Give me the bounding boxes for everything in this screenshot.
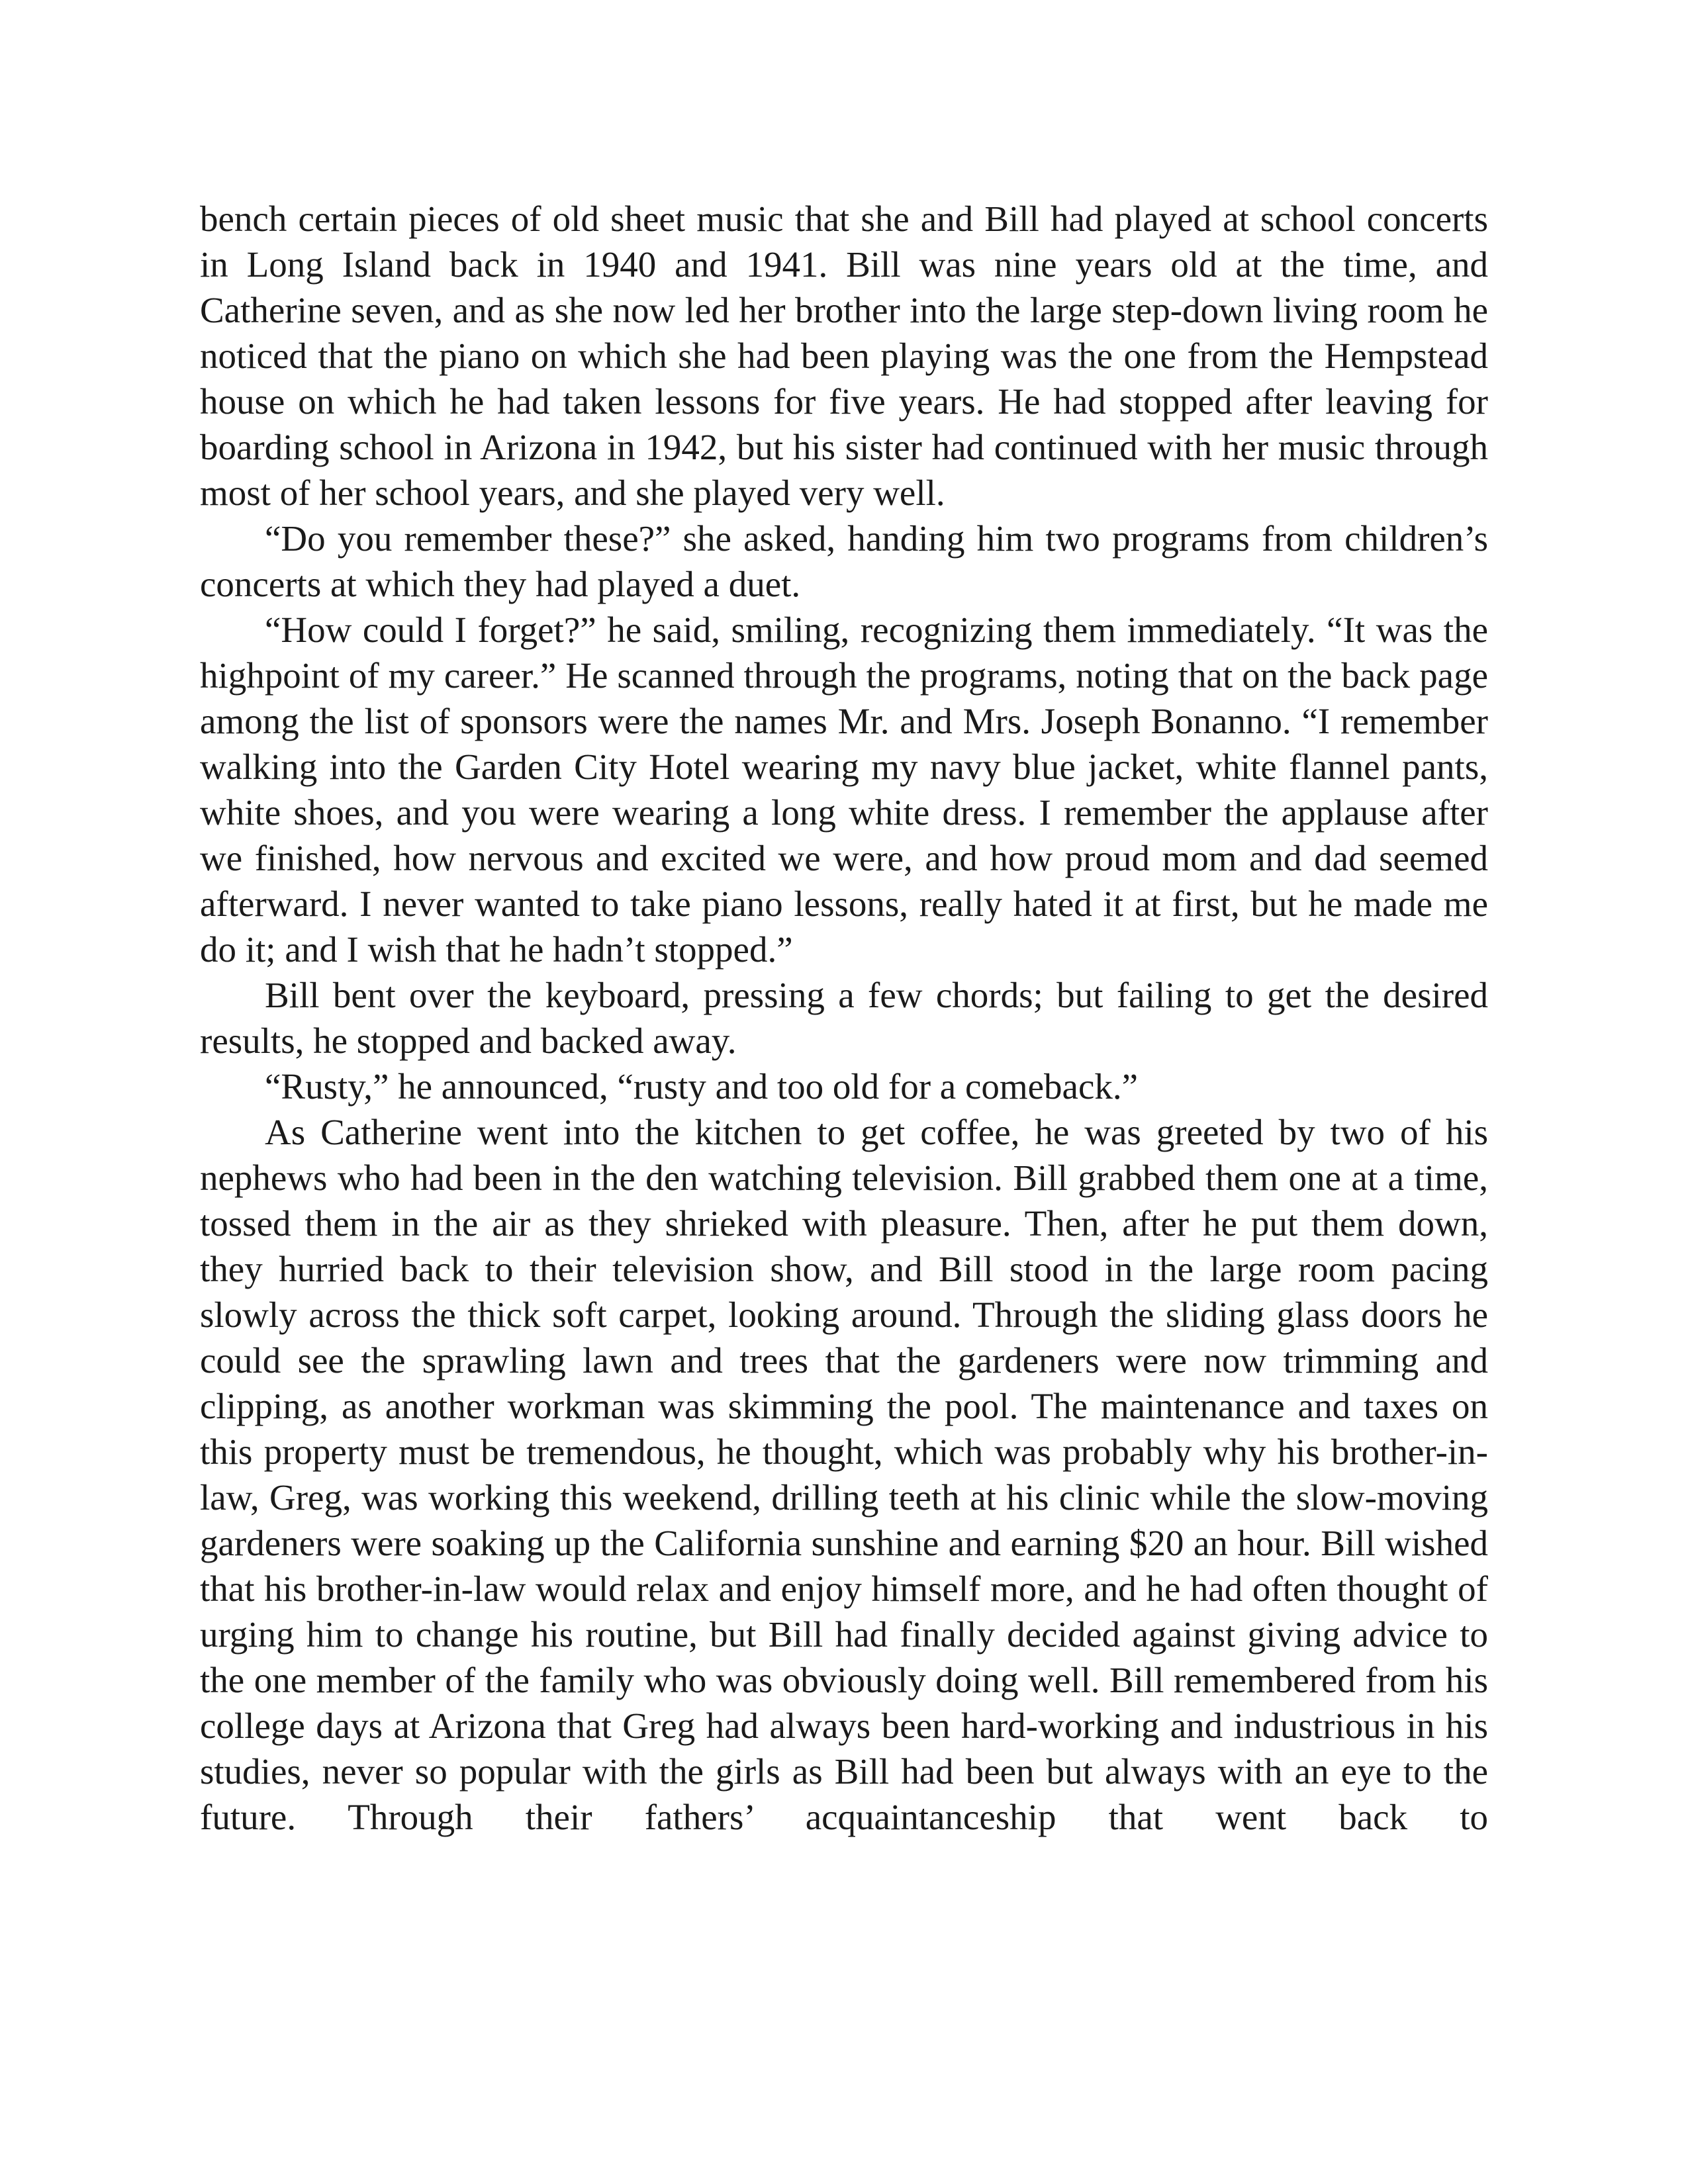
paragraph-how-could-i-forget: “How could I forget?” he said, smiling, recognizing them immediately. “It was the highpoint of my career.” He scanned through the programs, noting that on the back page among the list of sponsors were the names Mr. and Mrs. Joseph Bonanno. “I remember walking into the Garden City Hotel wearing my navy blue jacket, white flannel pants, white shoes, and you were wearing a long white dress. I remember the applause after we finished, how nervous and excited we were, and how proud mom and dad seemed afterward. I never wanted to take piano lessons, really hated it at first, but he made me do it; and I wish that he hadn’t stopped.”: [200, 610, 1488, 970]
paragraph-rusty: “Rusty,” he announced, “rusty and too old for a comeback.”: [265, 1066, 1139, 1107]
paragraph-programs-question: “Do you remember these?” she asked, handing him two programs from children’s concerts at which they had played a duet.: [200, 518, 1488, 604]
page-text-body: [200, 196, 1488, 1840]
paragraph-continuation: bench certain pieces of old sheet music that she and Bill had played at school concerts in Long Island back in 1940 and 1941. Bill was nine years old at the time, and Catherine seven, and as she now led her brother into the large step-down living room he noticed that the piano on which she had been playing was the one from the Hempstead house on which he had taken lessons for five years. He had stopped after leaving for boarding school in Arizona in 1942, but his sister had continued with her music through most of her school years, and she played very well.: [200, 199, 1488, 513]
paragraph-catherine-coffee: As Catherine went into the kitchen to get coffee, he was greeted by two of his nephews who had been in the den watching television. Bill grabbed them one at a time, tossed them in the air as they shrieked with pleasure. Then, after he put them down, they hurried back to their television show, and Bill stood in the large room pacing slowly across the thick soft carpet, looking around. Through the sliding glass doors he could see the sprawling lawn and trees that the gardeners were now trimming and clipping, as another workman was skimming the pool. The maintenance and taxes on this property must be tremendous, he thought, which was probably why his brother-in-law, Greg, was working this weekend, drilling teeth at his clinic while the slow-moving gardeners were soaking up the California sunshine and earning $20 an hour. Bill wished that his brother-in-law would relax and enjoy himself more, and he had often thought of urging him to change his routine, but Bill had finally decided against giving advice to the one member of the family who was obviously doing well. Bill remembered from his college days at Arizona that Greg had always been hard-working and industrious in his studies, never so popular with the girls as Bill had been but always with an eye to the future. Through their fathers’ acquaintanceship that went back to: [200, 1112, 1488, 1837]
paragraph-bill-at-keyboard: Bill bent over the keyboard, pressing a few chords; but failing to get the desired results, he stopped and backed away.: [200, 975, 1488, 1061]
